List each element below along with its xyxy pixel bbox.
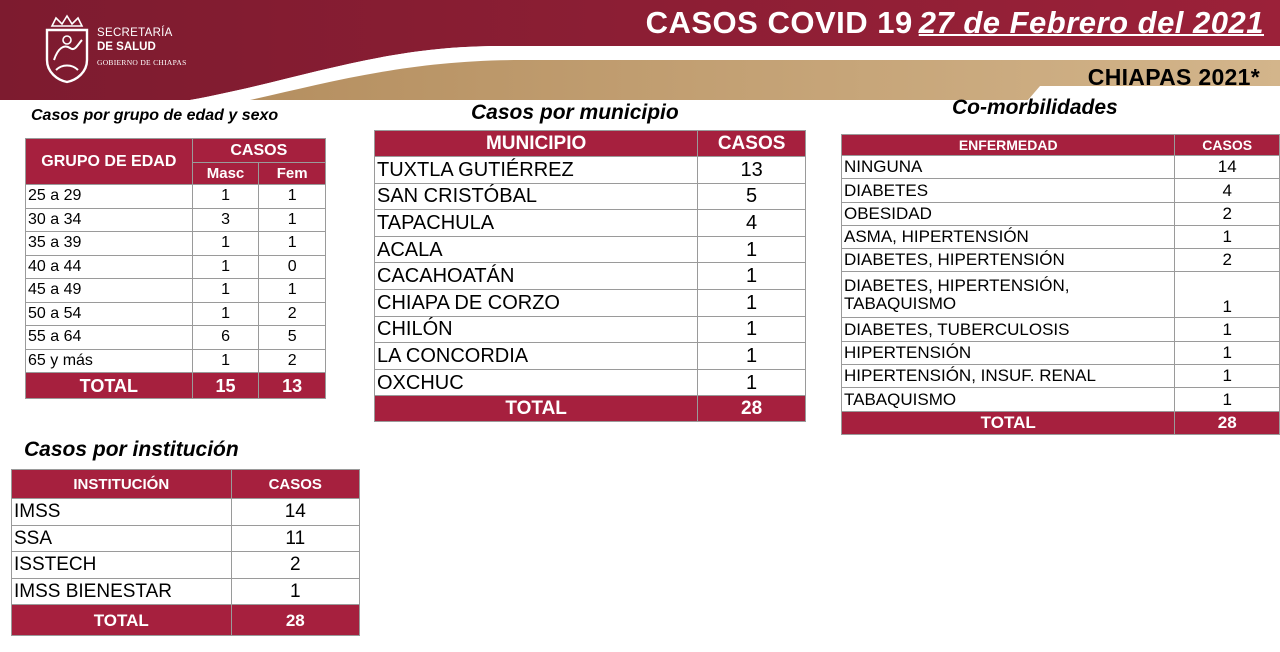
disease-cell: DIABETES, TUBERCULOSIS — [842, 318, 1175, 341]
cases-cell: 1 — [1175, 388, 1280, 411]
female-cell: 5 — [259, 326, 326, 350]
header-banner — [0, 0, 1280, 100]
table-row — [12, 552, 360, 579]
institution-cell: IMSS BIENESTAR — [12, 578, 232, 605]
disease-cell: DIABETES, HIPERTENSIÓN — [842, 249, 1175, 272]
cases-cell: 4 — [1175, 179, 1280, 202]
col-age-group-header: GRUPO DE EDAD — [26, 139, 193, 185]
total-cases: 28 — [698, 396, 806, 422]
age-group-cell: 45 a 49 — [26, 279, 193, 303]
page-title — [646, 5, 1264, 41]
col-institution-header: INSTITUCIÓN — [12, 470, 232, 499]
brand-line-gobierno: GOBIERNO DE CHIAPAS — [97, 58, 187, 67]
table-row — [842, 179, 1280, 202]
chiapas-seal-logo — [42, 14, 92, 84]
col-cases-header: CASOS — [1175, 135, 1280, 156]
male-cell: 1 — [192, 185, 259, 209]
report-date: 27 de Febrero del 2021 — [918, 5, 1264, 40]
cases-cell: 1 — [698, 369, 806, 396]
total-cases: 28 — [1175, 411, 1280, 434]
municipio-name-cell: OXCHUC — [375, 369, 698, 396]
brand-line-secretaria: SECRETARÍA — [97, 27, 173, 39]
table-row — [375, 263, 806, 290]
table-row — [842, 388, 1280, 411]
institution-cell: SSA — [12, 525, 232, 552]
female-cell: 2 — [259, 349, 326, 373]
male-cell: 1 — [192, 232, 259, 256]
comorbidities-table — [841, 134, 1280, 435]
table-row — [842, 225, 1280, 248]
age-group-cell: 55 a 64 — [26, 326, 193, 350]
female-cell: 1 — [259, 232, 326, 256]
cases-cell: 1 — [698, 316, 806, 343]
disease-cell: HIPERTENSIÓN — [842, 341, 1175, 364]
age-group-cell: 30 a 34 — [26, 208, 193, 232]
municipio-table — [374, 130, 806, 422]
municipio-name-cell: SAN CRISTÓBAL — [375, 183, 698, 210]
municipio-name-cell: CHIAPA DE CORZO — [375, 289, 698, 316]
disease-cell: NINGUNA — [842, 156, 1175, 179]
municipio-name-cell: LA CONCORDIA — [375, 343, 698, 370]
age-group-cell: 25 a 29 — [26, 185, 193, 209]
disease-cell: OBESIDAD — [842, 202, 1175, 225]
cases-cell: 1 — [231, 578, 359, 605]
institution-cell: IMSS — [12, 499, 232, 526]
cases-cell: 1 — [1175, 272, 1280, 318]
age-group-cell: 35 a 39 — [26, 232, 193, 256]
table-row — [375, 316, 806, 343]
table-row — [12, 499, 360, 526]
age-sex-table — [25, 138, 326, 399]
table-row — [26, 349, 326, 373]
table-row — [842, 156, 1280, 179]
institution-section-heading: Casos por institución — [24, 438, 239, 461]
cases-cell: 11 — [231, 525, 359, 552]
male-cell: 1 — [192, 279, 259, 303]
female-cell: 1 — [259, 185, 326, 209]
total-label: TOTAL — [375, 396, 698, 422]
cases-cell: 1 — [698, 289, 806, 316]
table-row — [375, 369, 806, 396]
col-female-header: Fem — [259, 163, 326, 185]
table-row — [26, 326, 326, 350]
table-row — [375, 343, 806, 370]
institution-table — [11, 469, 360, 636]
cases-cell: 1 — [1175, 225, 1280, 248]
col-cases-header: CASOS — [231, 470, 359, 499]
age-group-cell: 65 y más — [26, 349, 193, 373]
cases-cell: 1 — [1175, 341, 1280, 364]
total-label: TOTAL — [26, 373, 193, 399]
total-male: 15 — [192, 373, 259, 399]
female-cell: 0 — [259, 255, 326, 279]
table-row — [26, 302, 326, 326]
table-row — [842, 202, 1280, 225]
table-row — [842, 318, 1280, 341]
total-label: TOTAL — [842, 411, 1175, 434]
female-cell: 1 — [259, 208, 326, 232]
brand-block — [97, 28, 187, 67]
table-row — [26, 255, 326, 279]
total-row — [12, 605, 360, 636]
disease-cell: HIPERTENSIÓN, INSUF. RENAL — [842, 365, 1175, 388]
municipio-name-cell: CHILÓN — [375, 316, 698, 343]
col-disease-header: ENFERMEDAD — [842, 135, 1175, 156]
table-row — [26, 185, 326, 209]
municipio-name-cell: TUXTLA GUTIÉRREZ — [375, 157, 698, 184]
municipio-name-cell: ACALA — [375, 236, 698, 263]
total-row — [375, 396, 806, 422]
female-cell: 2 — [259, 302, 326, 326]
municipio-section-heading: Casos por municipio — [471, 101, 679, 124]
total-female: 13 — [259, 373, 326, 399]
title-text: CASOS COVID 19 — [645, 5, 913, 40]
state-label: CHIAPAS 2021* — [1087, 64, 1260, 90]
table-row — [375, 289, 806, 316]
cases-cell: 14 — [1175, 156, 1280, 179]
brand-line-salud: DE SALUD — [97, 40, 156, 53]
table-row — [842, 272, 1280, 318]
cases-cell: 1 — [1175, 365, 1280, 388]
total-row — [26, 373, 326, 399]
disease-cell: TABAQUISMO — [842, 388, 1175, 411]
disease-cell: ASMA, HIPERTENSIÓN — [842, 225, 1175, 248]
male-cell: 1 — [192, 255, 259, 279]
cases-cell: 2 — [231, 552, 359, 579]
disease-cell: DIABETES, HIPERTENSIÓN, TABAQUISMO — [842, 272, 1175, 318]
age-section-heading: Casos por grupo de edad y sexo — [31, 107, 279, 124]
table-row — [842, 365, 1280, 388]
institution-cell: ISSTECH — [12, 552, 232, 579]
cases-cell: 1 — [1175, 318, 1280, 341]
total-cases: 28 — [231, 605, 359, 636]
table-row — [26, 208, 326, 232]
table-row — [375, 236, 806, 263]
male-cell: 6 — [192, 326, 259, 350]
cases-cell: 2 — [1175, 249, 1280, 272]
table-row — [375, 183, 806, 210]
municipio-name-cell: TAPACHULA — [375, 210, 698, 237]
table-row — [842, 341, 1280, 364]
table-row — [375, 210, 806, 237]
col-cases-header: CASOS — [192, 139, 325, 163]
cases-cell: 13 — [698, 157, 806, 184]
male-cell: 1 — [192, 349, 259, 373]
cases-cell: 5 — [698, 183, 806, 210]
municipio-name-cell: CACAHOATÁN — [375, 263, 698, 290]
total-row — [842, 411, 1280, 434]
cases-cell: 14 — [231, 499, 359, 526]
age-group-cell: 50 a 54 — [26, 302, 193, 326]
disease-cell: DIABETES — [842, 179, 1175, 202]
cases-cell: 1 — [698, 343, 806, 370]
comorbidities-section-heading: Co-morbilidades — [952, 96, 1118, 119]
male-cell: 3 — [192, 208, 259, 232]
col-municipio-header: MUNICIPIO — [375, 131, 698, 157]
table-row — [26, 279, 326, 303]
table-row — [12, 525, 360, 552]
cases-cell: 1 — [698, 263, 806, 290]
cases-cell: 4 — [698, 210, 806, 237]
table-row — [12, 578, 360, 605]
total-label: TOTAL — [12, 605, 232, 636]
col-cases-header: CASOS — [698, 131, 806, 157]
cases-cell: 2 — [1175, 202, 1280, 225]
table-row — [842, 249, 1280, 272]
table-row — [26, 232, 326, 256]
female-cell: 1 — [259, 279, 326, 303]
age-group-cell: 40 a 44 — [26, 255, 193, 279]
table-row — [375, 157, 806, 184]
cases-cell: 1 — [698, 236, 806, 263]
male-cell: 1 — [192, 302, 259, 326]
col-male-header: Masc — [192, 163, 259, 185]
